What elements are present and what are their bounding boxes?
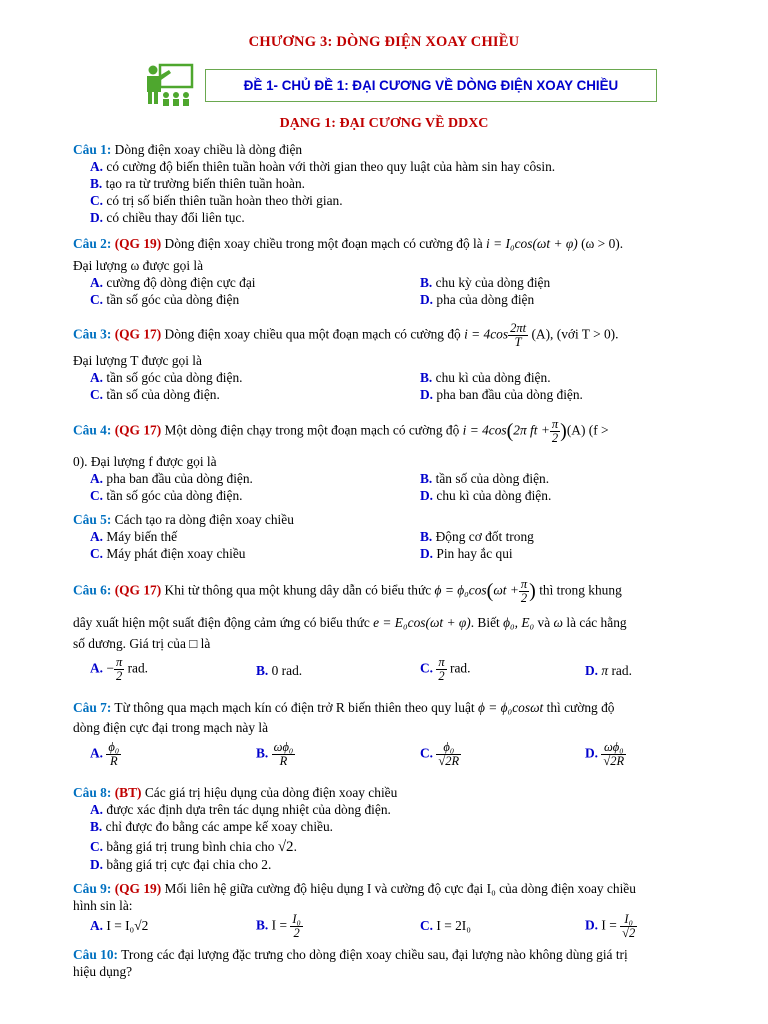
q4-option-c: C. tần số góc của dòng điện. [90, 488, 243, 503]
q5-option-a: A. Máy biến thế [90, 529, 178, 544]
q2-line2: Đại lượng ω được gọi là [73, 258, 204, 273]
q8-stem: Câu 8: (BT) Các giá trị hiệu dụng của dòng điện xoay chiều [73, 785, 398, 800]
q9-option-b: B. I = $\frac{\text{I₀}}{2}$ [256, 912, 301, 940]
q6-option-b: B. 0 rad. [256, 663, 303, 678]
q7-option-d: D. $\frac{\text{ωϕ₀}}{√2R}$ [585, 740, 625, 768]
q5-option-b: B. Động cơ đốt trong [420, 529, 534, 544]
q10-line2: hiệu dụng? [73, 964, 133, 979]
q1-option-a: A. có cường độ biến thiên tuần hoàn với thời gian theo quy luật của hàm sin hay côsin. [90, 159, 556, 174]
q2-option-a: A. cường độ dòng điện cực đại [90, 275, 256, 290]
q7-stem: Câu 7: Từ thông qua mạch mạch kín có điện trở R biến thiên theo quy luật ϕ = ϕ₀cosωt thì cường độ [73, 700, 615, 715]
section-title: DẠNG 1: ĐẠI CƯƠNG VỀ DDXC [279, 116, 489, 131]
q1-option-c: C. có trị số biến thiên tuần hoàn theo thời gian. [90, 193, 343, 208]
q2-option-d: D. pha của dòng điện [420, 292, 535, 307]
q6-line3: số dương. Giá trị của □ là [73, 636, 211, 651]
q6-stem: Câu 6: (QG 17) Khi từ thông qua một khung dây dẫn có biểu thức ϕ = ϕ₀cos(ωt + $\frac{\pi}{2}$ ) thì trong khung [73, 577, 622, 605]
q7-line2: dòng điện cực đại trong mạch này là [73, 720, 269, 735]
q9-line2: hình sin là: [73, 898, 133, 913]
teacher-board-icon [144, 62, 194, 108]
q4-stem: Câu 4: (QG 17) Một dòng điện chạy trong một đoạn mạch có cường độ i = 4cos(2π ft + $\frac{\pi}{2}$ )(A) (f > [73, 417, 609, 445]
q9-stem: Câu 9: (QG 19) Mối liên hệ giữa cường độ hiệu dụng I và cường độ cực đại I₀ của dòng điện xoay chiều [73, 881, 636, 896]
q3-fraction: $\frac{2\pi t}{T}$ [510, 321, 527, 349]
q3-line2: Đại lượng T được gọi là [73, 353, 202, 368]
q5-option-c: C. Máy phát điện xoay chiều [90, 546, 246, 561]
q1-option-d: D. có chiều thay đổi liên tục. [90, 210, 245, 225]
q1-option-b: B. tạo ra từ trường biến thiên tuần hoàn. [90, 176, 305, 191]
q3-stem: Câu 3: (QG 17) Dòng điện xoay chiều qua một đoạn mạch có cường độ i = 4cos $\frac{2\pi t}{T}$ (A), (với T > 0). [73, 321, 619, 349]
q3-option-d: D. pha ban đầu của dòng điện. [420, 387, 583, 402]
q2-option-b: B. chu kỳ của dòng điện [420, 275, 551, 290]
q7-option-b: B. $\frac{\text{ωϕ₀}}{R}$ [256, 740, 294, 768]
q4-option-b: B. tần số của dòng điện. [420, 471, 550, 486]
q6-option-d: D. π rad. [585, 663, 632, 678]
topic-box: ĐỀ 1- CHỦ ĐỀ 1: ĐẠI CƯƠNG VỀ DÒNG ĐIỆN XOAY CHIỀU [205, 69, 657, 102]
q8-option-c: C. bằng giá trị trung bình chia cho √2. [90, 839, 297, 855]
q7-option-c: C. $\frac{\text{ϕ₀}}{√2R}$ [420, 740, 460, 768]
q6-fraction: $\frac{\pi}{2}$ [520, 577, 528, 605]
q2-stem: Câu 2: (QG 19) Dòng điện xoay chiều trong một đoạn mạch có cường độ là i = I₀cos(ωt + φ) (ω > 0). [73, 236, 624, 251]
q4-fraction: $\frac{\pi}{2}$ [551, 417, 559, 445]
q4-option-a: A. pha ban đầu của dòng điện. [90, 471, 253, 486]
q4-option-d: D. chu kì của dòng điện. [420, 488, 552, 503]
q9-option-a: A. I = I₀√2 [90, 918, 149, 933]
q3-option-b: B. chu kì của dòng điện. [420, 370, 551, 385]
q8-option-b: B. chỉ được đo bằng các ampe kế xoay chiều. [90, 819, 334, 834]
q3-option-a: A. tần số góc của dòng điện. [90, 370, 243, 385]
q9-option-d: D. I = $\frac{\text{I₀}}{√2}$ [585, 912, 636, 940]
q5-option-d: D. Pin hay ắc qui [420, 546, 513, 561]
q2-option-c: C. tần số góc của dòng điện [90, 292, 240, 307]
q6-option-c: C. $\frac{\pi}{2}$ rad. [420, 655, 471, 683]
q4-line2: 0). Đại lượng f được gọi là [73, 454, 217, 469]
q9-option-c: C. I = 2I₀ [420, 918, 471, 933]
q6-line2: dây xuất hiện một suất điện động cảm ứng có biểu thức e = E₀cos(ωt + φ). Biết ϕ₀, E₀ và ω là các hằng [73, 615, 627, 630]
q8-option-d: D. bằng giá trị cực đại chia cho 2. [90, 857, 272, 872]
q8-option-a: A. được xác định dựa trên tác dụng nhiệt của dòng điện. [90, 802, 391, 817]
q7-option-a: A. $\frac{\text{ϕ₀}}{R}$ [90, 740, 120, 768]
q10-stem: Câu 10: Trong các đại lượng đặc trưng cho dòng điện xoay chiều sau, đại lượng nào không dùng giá trị [73, 947, 628, 962]
q5-stem: Câu 5: Cách tạo ra dòng điện xoay chiều [73, 512, 294, 527]
q3-option-c: C. tần số của dòng điện. [90, 387, 220, 402]
q6-option-a: A. − $\frac{\pi}{2}$ rad. [90, 655, 149, 683]
q1-stem: Câu 1: Dòng điện xoay chiều là dòng điện [73, 142, 303, 157]
chapter-title: CHƯƠNG 3: DÒNG ĐIỆN XOAY CHIỀU [248, 34, 520, 50]
